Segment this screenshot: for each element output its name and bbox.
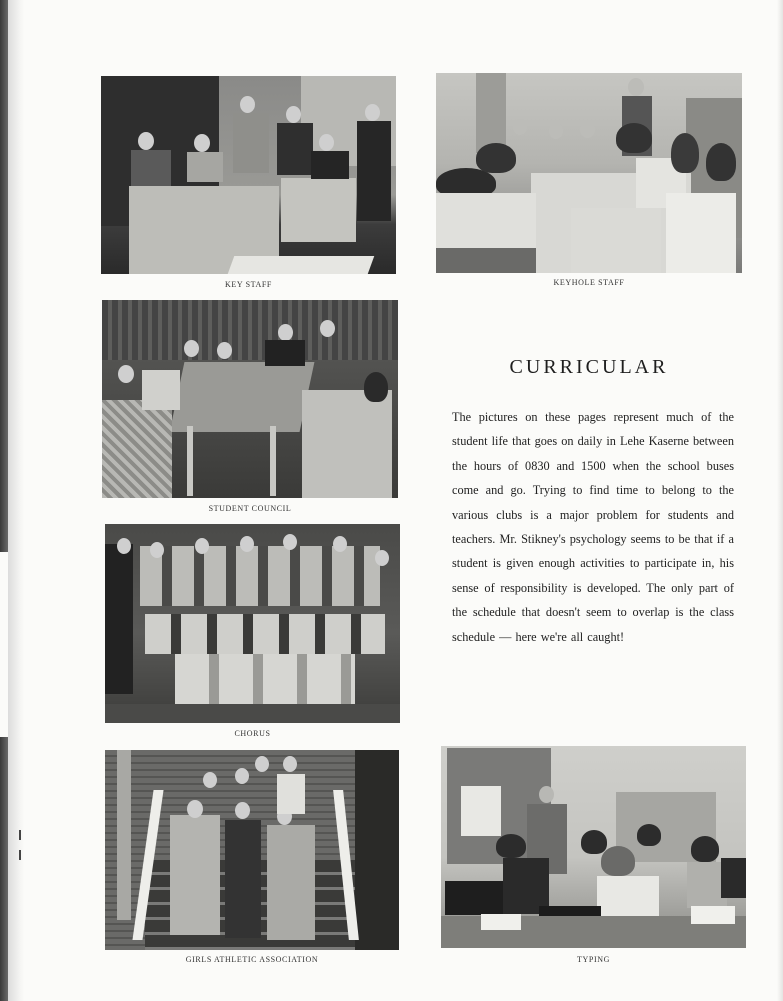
caption-chorus: CHORUS bbox=[234, 729, 271, 738]
page-edge-right bbox=[777, 0, 783, 1001]
page-binding-shadow-bottom bbox=[0, 737, 8, 1001]
binding-mark bbox=[19, 850, 21, 860]
caption-girls-athletic-association: GIRLS ATHLETIC ASSOCIATION bbox=[185, 955, 319, 964]
binding-mark bbox=[19, 830, 21, 840]
photo-typing bbox=[441, 746, 746, 948]
section-body-text: The pictures on these pages represent much of the student life that goes on daily in Lehe Kaserne between the hours of 0830 and 1500 when the school buses come and go. Trying to find time to belong to the various clubs is a major problem for students and teachers. Mr. Stikney's psychology seems to be that if a student is given enough activities to participate in, his sense of responsibility is developed. The only part of the schedule that doesn't seem to overlap is the class schedule — here we're all caught! bbox=[452, 410, 734, 644]
photo-key-staff bbox=[101, 76, 396, 274]
caption-typing: TYPING bbox=[577, 955, 610, 964]
photo-girls-athletic-association bbox=[105, 750, 399, 950]
caption-student-council: STUDENT COUNCIL bbox=[208, 504, 292, 513]
photo-keyhole-staff bbox=[436, 73, 742, 273]
caption-key-staff: KEY STAFF bbox=[225, 280, 272, 289]
photo-student-council bbox=[102, 300, 398, 498]
section-heading: CURRICULAR bbox=[509, 356, 669, 378]
page-gutter bbox=[8, 0, 24, 1001]
page-binding-shadow-top bbox=[0, 0, 8, 552]
photo-chorus bbox=[105, 524, 400, 723]
caption-keyhole-staff: KEYHOLE STAFF bbox=[553, 278, 625, 287]
